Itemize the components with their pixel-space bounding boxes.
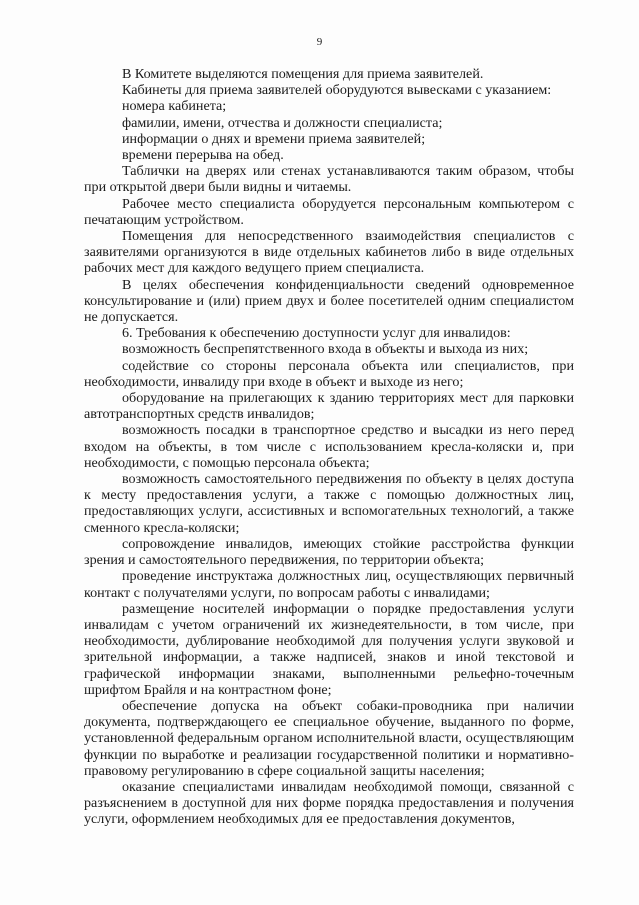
list-item-room-number: номера кабинета; bbox=[122, 98, 227, 115]
list-item-staff-assistance: содействие со стороны персонала объекта или специалистов, при необходимости, инвалиду при входе в объект и выходе из него; bbox=[84, 357, 574, 390]
list-item-independent-movement: возможность самостоятельного передвижения по объекту в целях доступа к месту предоставления услуги, а также с помощью должностных лиц, предоставляющих услуги, ассистивных и вспомогательных технологий, а также сменного кресла-коляски; bbox=[84, 471, 574, 536]
list-item-staff-briefing: проведение инструктажа должностных лиц, осуществляющих первичный контакт с получателями услуги, по вопросам работы с инвалидами; bbox=[84, 568, 574, 601]
list-item-parking: оборудование на прилегающих к зданию территориях мест для парковки автотранспортных средств инвалидов; bbox=[84, 390, 574, 423]
list-item-reception-days: информации о днях и времени приема заявителей; bbox=[122, 130, 426, 147]
section-heading-accessibility: 6. Требования к обеспечению доступности услуг для инвалидов: bbox=[122, 325, 511, 342]
document-body bbox=[84, 66, 574, 828]
page-number: 9 bbox=[316, 36, 323, 48]
paragraph-2: Кабинеты для приема заявителей оборудуются вывесками с указанием: bbox=[122, 82, 552, 99]
list-item-specialist-help: оказание специалистами инвалидам необходимой помощи, связанной с разъяснением в доступной для них форме порядка предоставления и получения услуги, оформлением необходимых для ее предоставления документов, bbox=[84, 778, 574, 828]
paragraph-confidentiality: В целях обеспечения конфиденциальности сведений одновременное консультирование и (или) прием двух и более посетителей одним специалистом не допускается. bbox=[84, 276, 574, 326]
list-item-transport-boarding: возможность посадки в транспортное средство и высадки из него перед входом на объекты, в том числе с использованием кресла-коляски и, при необходимости, с помощью персонала объекта; bbox=[84, 422, 574, 471]
paragraph-door-signs: Таблички на дверях или стенах устанавливаются таким образом, чтобы при открытой двери были видны и читаемы. bbox=[84, 163, 574, 196]
list-item-escort: сопровождение инвалидов, имеющих стойкие расстройства функции зрения и самостоятельного передвижения, по территории объекта; bbox=[84, 535, 574, 569]
list-item-guide-dog: обеспечение допуска на объект собаки-проводника при наличии документа, подтверждающего ее специальное обучение, выданного по форме, установленной федеральным органом исполнительной власти, осуществляющим функции по выработке и реализации государственной политики и нормативно-правовому регулированию в сфере социальной защиты населения; bbox=[84, 697, 574, 779]
list-item-lunch-break: времени перерыва на обед. bbox=[122, 147, 284, 164]
paragraph-premises: Помещения для непосредственного взаимодействия специалистов с заявителями организуются в виде отдельных кабинетов либо в виде отдельных рабочих мест для каждого ведущего прием специалиста. bbox=[84, 228, 574, 277]
paragraph-1: В Комитете выделяются помещения для приема заявителей. bbox=[122, 66, 484, 82]
paragraph-workplace: Рабочее место специалиста оборудуется персональным компьютером с печатающим устройством. bbox=[84, 195, 574, 228]
list-item-specialist-name: фамилии, имени, отчества и должности специалиста; bbox=[122, 114, 443, 131]
list-item-information-media: размещение носителей информации о порядке предоставления услуги инвалидам с учетом ограничений их жизнедеятельности, в том числе, при необходимости, дублирование необходимой для получения услуги звуковой и зрительной информации, а также надписей, знаков и иной текстовой и графической информации знаками, выполненными рельефно-точечным шрифтом Брайля и на контрастном фоне; bbox=[84, 600, 574, 698]
list-item-access-entry: возможность беспрепятственного входа в объекты и выхода из них; bbox=[122, 341, 529, 358]
